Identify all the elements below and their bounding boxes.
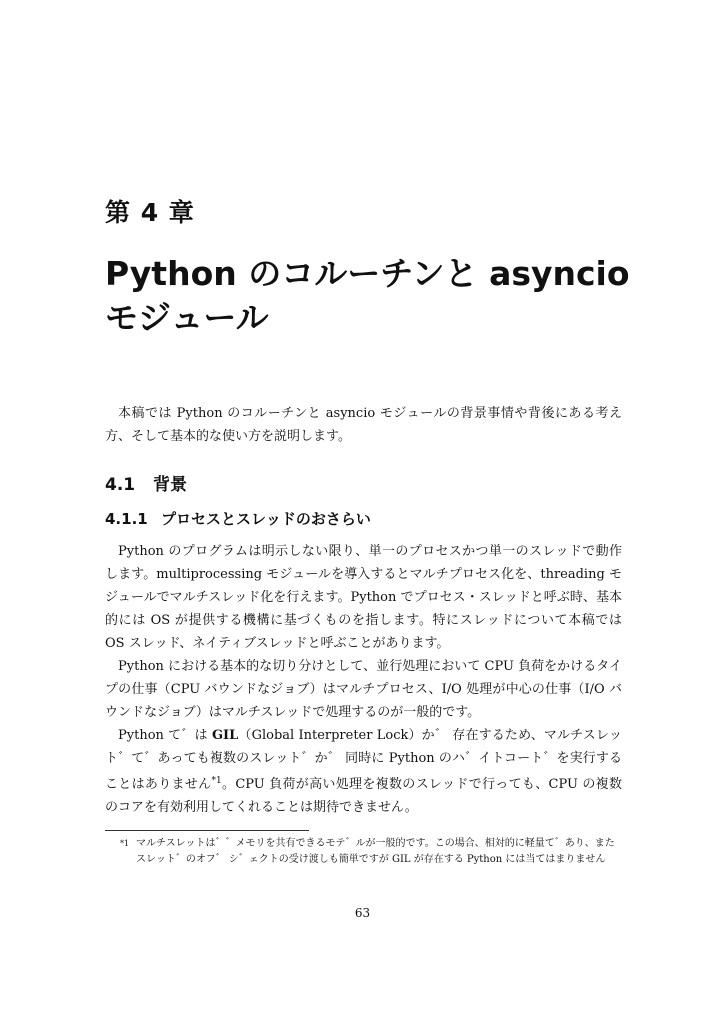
main-text: [105, 540, 622, 819]
footnote: [120, 836, 622, 868]
paragraph-3-start: Python て゛は: [118, 728, 212, 743]
section-number: 4.1: [105, 475, 136, 495]
subsection-heading: [105, 508, 371, 529]
paragraph-2: Python における基本的な切り分けとして、並行処理において CPU 負荷をかけるタイプの仕事（CPU バウンドなジョブ）はマルチプロセス、I/O 処理が中心の仕事（I/O バウンドなジョブ）はマルチスレッドで処理するのが一般的です。: [105, 659, 622, 720]
footnote-rule: [105, 830, 309, 831]
paragraph-1: Python のプログラムは明示しない限り、単一のプロセスかつ単一のスレッドで動作します。multiprocessing モジュールを導入するとマルチプロセス化を、threading モジュールでマルチスレッド化を行えます。Python でプロセス・スレッドと呼ぶ時、基本的には OS が提供する機構に基づくものを指します。特にスレッドについて本稿では OS スレッド、ネイティブスレッドと呼ぶことがあります。: [105, 544, 622, 651]
footnote-text: マルチスレットは゛゛メモリを共有できるモテ゛ルが一般的です。この場合、相対的に軽量て゛あり、またスレット゛のオフ゛ シ゛ェクトの受け渡しも簡単ですが GIL が存在する Python には当てはまりません: [136, 838, 615, 865]
page-number: 63: [354, 906, 371, 920]
paragraph-3-middle: （Global Interpreter Lock）か゛ 存在するため、マルチスレット゛て゛あっても複数のスレット゛か゛ 同時に Python のハ゛イトコート゛を実行することはありません: [105, 728, 622, 792]
gil-term: GIL: [211, 728, 239, 743]
footnote-reference[interactable]: *1: [211, 776, 222, 786]
paragraph-3-end: 。CPU 負荷が高い処理を複数のスレッドで行っても、CPU の複数のコアを有効利用してくれることは期待できません。: [105, 777, 622, 815]
chapter-title: Python のコルーチンと asyncio モジュール: [105, 254, 630, 337]
section-heading: [105, 470, 187, 495]
paragraph-3: [105, 724, 622, 819]
chapter-label: 第 4 章: [105, 198, 195, 227]
subsection-title: プロセスとスレッドのおさらい: [161, 510, 371, 528]
subsection-number: 4.1.1: [105, 510, 148, 528]
section-title: 背景: [153, 475, 187, 495]
footnote-mark: *1: [120, 839, 130, 848]
intro-text: 本稿では Python のコルーチンと asyncio モジュールの背景事情や背後にある考え方、そして基本的な使い方を説明します。: [105, 406, 622, 444]
intro-paragraph: [105, 402, 622, 448]
